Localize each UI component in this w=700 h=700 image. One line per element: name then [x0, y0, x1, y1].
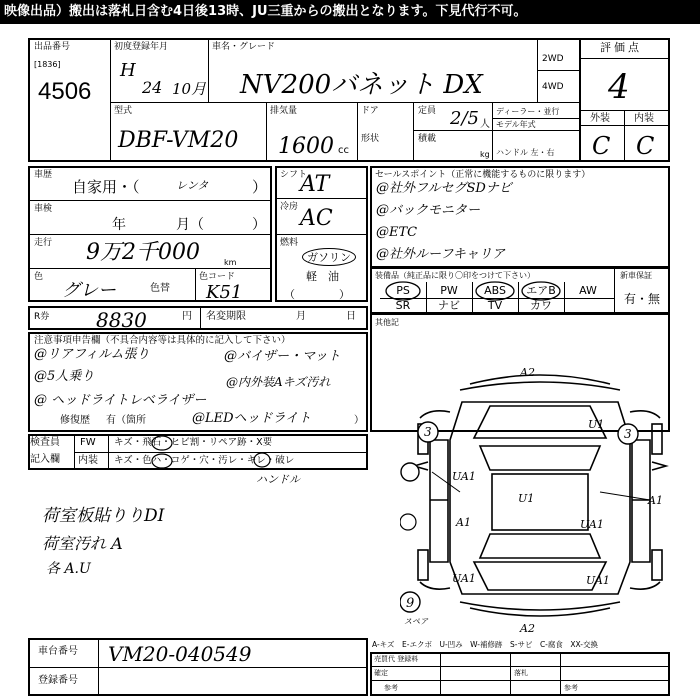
sales-point-3: @ETC — [376, 225, 418, 240]
warranty-value: 有・無 — [623, 292, 660, 306]
repair-hand: @LEDヘッドライト — [192, 411, 312, 426]
use-close: ） — [252, 178, 268, 196]
note-5: @内外装Aキズ汚れ — [226, 375, 331, 389]
use-value: 自家用・（ — [72, 178, 140, 196]
model-year-label: モデル年式 — [496, 120, 536, 129]
note-4: @バイザー・マット — [224, 349, 341, 364]
equip-leather: カワ — [530, 299, 552, 312]
model-label: 車名・グレード — [212, 42, 276, 52]
inspect-close: ） — [252, 217, 266, 233]
footer-b1: 売買代 登録料 — [374, 655, 419, 663]
drive-2wd: 2WD — [542, 54, 564, 64]
lot-label: 出品番号 — [34, 42, 71, 52]
diagram-top: A2 — [520, 366, 535, 379]
equip-airbag: エアB — [526, 284, 556, 297]
lot-sub: [1836] — [34, 60, 61, 69]
cc-unit: cc — [338, 145, 349, 156]
chassis-label: 車台番号 — [38, 646, 78, 657]
equip-label: 装備品（純正品に限り〇印をつけて下さい） — [375, 271, 535, 280]
bottom-note-2: 荷室汚れ A — [42, 534, 123, 553]
footer-b3: 落札 — [514, 669, 528, 677]
equip-circles — [380, 280, 620, 304]
new-car-label: 新車保証 — [620, 271, 652, 280]
door-label: ドア — [361, 106, 379, 116]
recycle-label: R券 — [34, 312, 50, 322]
score-value: 4 — [608, 67, 630, 107]
mileage-label: 走行 — [34, 238, 53, 248]
drive-4wd: 4WD — [542, 82, 564, 92]
repair-close: ） — [354, 415, 364, 426]
recycle-value: 8830 — [96, 308, 147, 332]
sales-point-4: @社外ルーフキャリア — [376, 247, 505, 262]
sales-label: セールスポイント（正常に機能するものに限ります） — [375, 170, 591, 180]
equip-sr: SR — [395, 299, 411, 312]
sales-point-2: @バックモニター — [376, 203, 481, 218]
use-hand: レンタ — [176, 179, 209, 192]
inspector-row-2: キズ・色ハ・コゲ・穴・汚レ・キレ・破レ — [114, 455, 295, 466]
sales-point-1: @社外フルセグSDナビ — [376, 181, 512, 196]
chassis-value: VM20-040549 — [108, 642, 252, 666]
diagram-r-ua1: UA1 — [580, 518, 604, 531]
equip-navi: ナビ — [438, 299, 460, 312]
color-code-label: 色コード — [199, 272, 236, 282]
type-label: 型式 — [114, 106, 133, 116]
nc-day: 日 — [346, 311, 356, 322]
diagram-tr: U1 — [588, 418, 605, 431]
lot-number: 4506 — [38, 78, 92, 105]
cc-value: 1600 — [278, 134, 334, 159]
inspector-row-1: キズ・飛石・ヒビ割・リペア跡・X要 — [114, 437, 273, 448]
shape-label: 形状 — [361, 134, 380, 144]
cc-label: 排気量 — [270, 106, 298, 116]
diagram-bl: UA1 — [452, 572, 476, 585]
color-label: 色 — [34, 272, 44, 282]
mileage-value: 9万2千000 — [86, 240, 200, 265]
shift-label: シフト — [280, 170, 308, 180]
kg-unit: kg — [480, 150, 490, 159]
color-code-value: K51 — [206, 282, 243, 303]
fuel-light: 軽 油 — [306, 270, 339, 283]
inspector-fw: FW — [80, 437, 96, 448]
ac-value: AC — [300, 206, 333, 231]
diagram-trc: 3 — [624, 427, 632, 441]
footer-b4: 参考 — [384, 684, 398, 692]
fuel-gas: ガソリン — [302, 248, 356, 266]
car-damage-diagram — [400, 362, 680, 634]
note-2: @5人乗り — [34, 369, 95, 384]
inspector-nai: 内装 — [78, 455, 98, 466]
int-label: 内装 — [634, 113, 654, 124]
equip-aw: AW — [579, 284, 597, 297]
cap-value: 2/5 — [450, 108, 479, 129]
reg-era: H — [120, 60, 136, 81]
footer-b5: 参考 — [564, 684, 578, 692]
score-label: 評価点 — [600, 41, 642, 54]
dealer-label: ディーラー・並行 — [496, 107, 560, 116]
diagram-l-ua1: UA1 — [452, 470, 476, 483]
equip-abs: ABS — [484, 284, 506, 297]
ac-label: 冷房 — [280, 202, 299, 212]
reg-label: 初度登録年月 — [114, 42, 169, 52]
notes-label: 注意事項申告欄（不具合内容等は具体的に記入して下さい） — [34, 335, 291, 346]
diagram-l-a1: A1 — [456, 516, 471, 529]
cap-label: 定員 — [418, 106, 437, 116]
other-label: 其他記 — [375, 318, 399, 327]
handle-note: ハンドル — [256, 473, 300, 486]
fuel-label: 燃料 — [280, 238, 299, 248]
ext-value: C — [592, 132, 611, 160]
inspector-label-1: 検査員 — [30, 437, 60, 448]
equip-ps: PS — [396, 284, 410, 297]
notice-banner: 映像出品）搬出は落札日含む4日後13時、JU三重からの搬出となります。下見代行不可。 — [0, 0, 700, 24]
diagram-mid: U1 — [518, 492, 535, 505]
inspect-label: 車検 — [34, 204, 53, 214]
handle-label: ハンドル 左・右 — [496, 148, 555, 157]
inspect-year: 年 — [112, 217, 126, 233]
type-value: DBF-VM20 — [118, 128, 239, 153]
inspector-circles — [140, 434, 280, 470]
diagram-spare-label: スペア — [404, 617, 428, 626]
damage-legend: A-キズ E-エクボ U-凹み W-補修跡 S-サビ C-腐食 XX-交換 — [372, 640, 598, 649]
note-1: @リアフィルム張り — [34, 347, 150, 362]
mileage-unit: km — [224, 258, 237, 267]
bottom-note-3: 各 A.U — [46, 561, 91, 577]
nc-month: 月 — [296, 311, 306, 322]
diagram-r-a1: A1 — [648, 494, 663, 507]
fuel-paren: （ ） — [284, 288, 350, 301]
recycle-box — [28, 306, 368, 330]
diagram-spare-val: 9 — [406, 596, 415, 611]
reg-no-label: 登録番号 — [38, 675, 78, 686]
diagram-bottom: A2 — [520, 622, 535, 634]
note-3: @ ヘッドライトレベライザー — [34, 393, 207, 408]
inspect-month: 月（ — [176, 217, 204, 233]
int-value: C — [636, 132, 655, 160]
cap-unit: 人 — [480, 119, 490, 130]
name-change-label: 名変期限 — [206, 311, 246, 322]
recycle-unit: 円 — [182, 311, 192, 322]
color-no-label: 色替 — [150, 283, 170, 294]
ext-label: 外装 — [590, 113, 610, 124]
diagram-br: UA1 — [586, 574, 610, 587]
use-label: 車歴 — [34, 170, 53, 180]
equip-tv: TV — [487, 299, 503, 312]
reg-month: 10月 — [172, 80, 207, 98]
model-value: NV200バネット DX — [240, 70, 483, 100]
load-label: 積載 — [418, 134, 437, 144]
diagram-tl: 3 — [424, 425, 432, 439]
reg-year: 24 — [142, 78, 163, 97]
inspector-label-2: 記入欄 — [30, 454, 60, 465]
shift-value: AT — [300, 172, 330, 197]
repair-label: 修復歴 — [60, 415, 90, 426]
footer-b2: 確定 — [374, 669, 388, 677]
color-value: グレー — [62, 280, 116, 301]
repair-value: 有（箇所 — [106, 415, 146, 426]
bottom-note-1: 荷室板貼りりDI — [42, 506, 165, 526]
equip-pw: PW — [440, 284, 458, 297]
